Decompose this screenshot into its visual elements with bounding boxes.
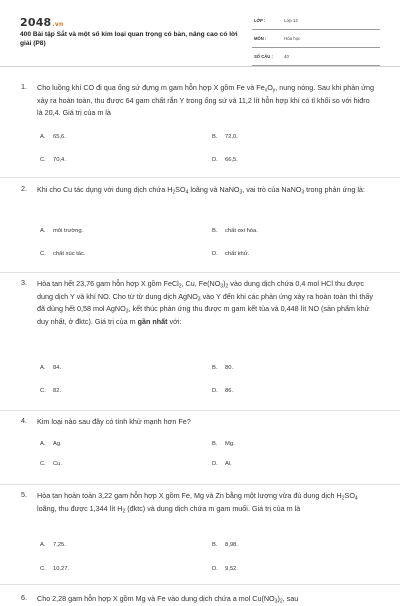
option-letter: B.	[212, 542, 218, 548]
option-letter: A.	[40, 365, 46, 371]
option-text: 86.	[225, 388, 234, 394]
meta-label: LỚP :	[254, 18, 266, 23]
question-number: 1.	[21, 82, 27, 91]
question-divider	[0, 584, 400, 585]
meta-label: MÔN :	[254, 36, 267, 41]
option-letter: C.	[40, 157, 46, 163]
option-letter: C.	[40, 251, 46, 257]
question-number: 3.	[21, 278, 27, 287]
answer-option-b[interactable]	[212, 542, 238, 548]
answer-option-b[interactable]	[212, 441, 235, 447]
question-number: 6.	[21, 593, 27, 602]
option-text: 70,4.	[53, 157, 66, 163]
answer-option-a[interactable]	[40, 134, 66, 140]
option-text: 84.	[53, 365, 62, 371]
option-text: chất xúc tác.	[53, 251, 86, 257]
meta-row-question-count	[252, 51, 380, 66]
document-header	[0, 0, 400, 60]
answer-option-d[interactable]	[212, 566, 238, 572]
option-text: 66,5.	[225, 157, 238, 163]
meta-row-subject	[252, 33, 380, 48]
option-letter: C.	[40, 566, 46, 572]
option-text: chất oxi hóa.	[225, 228, 258, 234]
meta-value: Lớp 12	[284, 18, 298, 23]
answer-option-c[interactable]	[40, 461, 62, 467]
option-letter: B.	[212, 365, 218, 371]
question-number: 5.	[21, 490, 27, 499]
answer-option-d[interactable]	[212, 251, 249, 257]
answer-option-d[interactable]	[212, 157, 238, 163]
option-text: Cu.	[53, 461, 63, 467]
option-letter: A.	[40, 228, 46, 234]
option-letter: D.	[212, 566, 218, 572]
question-divider	[0, 410, 400, 411]
meta-value: 40	[284, 54, 289, 59]
question-text: Hòa tan hoàn toàn 3,22 gam hỗn hợp X gồm Fe, Mg và Zn bằng một lượng vừa đủ dung dịch $H_2SO_4$ loãng, thu được 1,344 lít $H_2$ (đktc) và dung dịch chứa m gam muối. Giá trị của m là	[37, 491, 358, 515]
header-divider	[0, 66, 400, 67]
option-letter: D.	[212, 388, 218, 394]
question-divider	[0, 177, 400, 178]
question-divider	[0, 484, 400, 485]
option-text: 8,98.	[225, 542, 238, 548]
answer-option-a[interactable]	[40, 365, 61, 371]
question-number: 4.	[21, 416, 27, 425]
answer-option-c[interactable]	[40, 566, 69, 572]
option-letter: B.	[212, 228, 218, 234]
option-text: chất khử.	[225, 251, 250, 257]
option-letter: D.	[212, 251, 218, 257]
option-text: 72,0.	[225, 134, 238, 140]
question-text: Cho 2,28 gam hỗn hợp X gồm Mg và Fe vào dung dịch chứa a mol $Cu(NO_3)_2$, sau	[37, 594, 299, 605]
answer-option-b[interactable]	[212, 365, 233, 371]
meta-row-class	[252, 15, 380, 30]
answer-option-c[interactable]	[40, 388, 61, 394]
document-title: 400 Bài tập Sắt và một số kim loại quan trọng có bản, nâng cao có lời giải (P8)	[20, 31, 238, 47]
option-text: 82.	[53, 388, 62, 394]
question-text: Khi cho Cu tác dụng với dung dịch chứa $H_2SO_4$ loãng và NaNO$_3$, vai trò của NaNO$_3$ trong phản ứng là:	[37, 185, 365, 196]
answer-option-d[interactable]	[212, 388, 233, 394]
option-letter: A.	[40, 542, 46, 548]
answer-option-a[interactable]	[40, 228, 83, 234]
option-letter: D.	[212, 157, 218, 163]
answer-option-c[interactable]	[40, 251, 86, 257]
option-text: 10,27.	[53, 566, 70, 572]
question-divider	[0, 272, 400, 273]
option-text: Al.	[225, 461, 232, 467]
option-letter: B.	[212, 441, 218, 447]
answer-option-d[interactable]	[212, 461, 232, 467]
option-letter: A.	[40, 134, 46, 140]
option-letter: C.	[40, 388, 46, 394]
question-text: Hòa tan hết 23,76 gam hỗn hợp X gồm FeCl$_2$, Cu, $Fe(NO_3)_2$ vào dung dịch chứa 0,4 mol HCl thu được dung dịch Y và khí NO. Cho từ từ dung dịch AgNO$_3$ vào Y đến khi các phản ứng xảy ra hoàn toàn thì thấy đã dùng hết 0,58 mol AgNO$_3$, kết thúc phản ứng thu được m gam kết tủa và 0,448 lít NO (sản phẩm khử duy nhất, ở đktc). Giá trị của m gần nhất với:	[37, 279, 373, 326]
meta-value: Hóa học	[284, 36, 301, 41]
option-text: môi trường.	[53, 228, 84, 234]
option-text: Mg.	[225, 441, 235, 447]
option-letter: A.	[40, 441, 46, 447]
option-text: 80.	[225, 365, 234, 371]
option-letter: C.	[40, 461, 46, 467]
question-text: Cho luồng khí CO đi qua ống sứ đựng m gam hỗn hợp X gồm Fe và $Fe_xO_y$, nung nóng. Sau khi phản ứng xảy ra hoàn toàn, thu được 64 gam chất rắn Y trong ống sứ và 11,2 lít hỗn hợp khí có tỉ khối so với hiđro là 20,4. Giá trị của m là	[37, 83, 375, 118]
option-text: 65,6.	[53, 134, 66, 140]
answer-option-a[interactable]	[40, 441, 62, 447]
meta-label: SỐ CÂU :	[254, 54, 273, 59]
answer-option-a[interactable]	[40, 542, 66, 548]
question-text: Kim loại nào sau đây có tính khử mạnh hơn Fe?	[37, 417, 191, 426]
option-text: Ag.	[53, 441, 62, 447]
option-letter: B.	[212, 134, 218, 140]
question-number: 2.	[21, 184, 27, 193]
option-text: 9,52.	[225, 566, 238, 572]
answer-option-b[interactable]	[212, 228, 258, 234]
answer-option-c[interactable]	[40, 157, 66, 163]
answer-option-b[interactable]	[212, 134, 238, 140]
option-letter: D.	[212, 461, 218, 467]
site-logo[interactable]: 2048.vn	[20, 16, 64, 29]
document-meta	[252, 15, 380, 69]
option-text: 7,25.	[53, 542, 66, 548]
